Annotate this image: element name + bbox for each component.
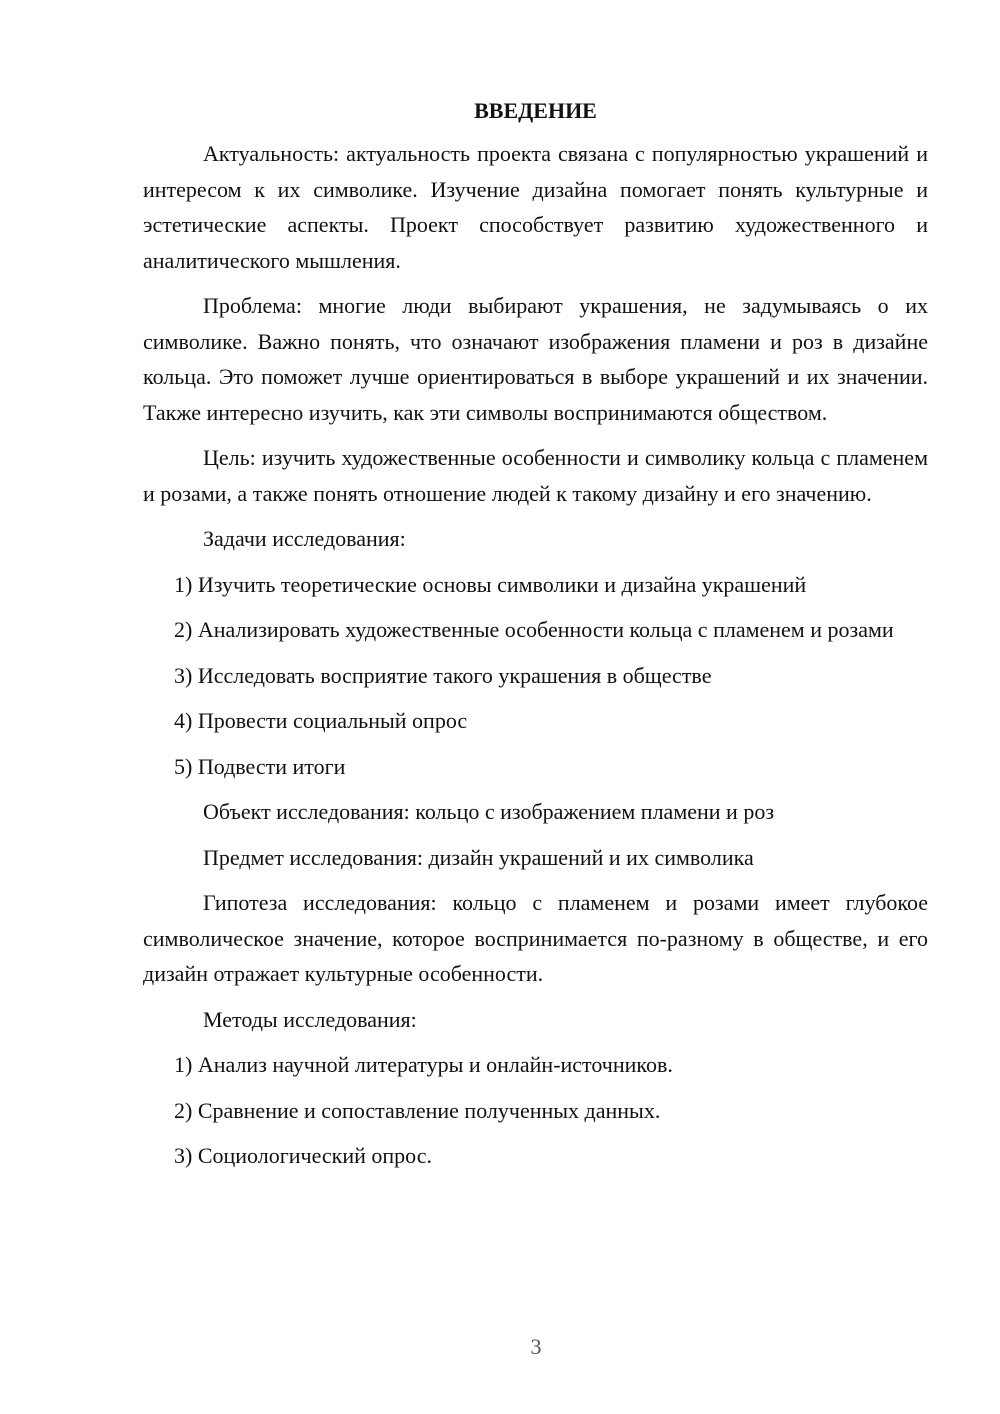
task-item: 3) Исследовать восприятие такого украшения в обществе [174,662,712,688]
object-paragraph: Объект исследования: кольцо с изображением пламени и роз [203,799,775,824]
document-page [143,94,928,1184]
task-item: 2) Анализировать художественные особенности кольца с пламенем и розами [174,617,894,642]
method-item: 1) Анализ научной литературы и онлайн-источников. [174,1052,673,1077]
task-item: 5) Подвести итоги [174,753,346,779]
methods-label: Методы исследования: [203,1006,417,1032]
hypothesis-paragraph: Гипотеза исследования: кольцо с пламенем и розами имеет глубокое символическое значение, которое воспринимается по-разному в обществе, и его дизайн отражает культурные особенности. [143,890,928,986]
task-item: 1) Изучить теоретические основы символики и дизайна украшений [174,571,807,597]
page-number: 3 [530,1334,542,1359]
task-item: 4) Провести социальный опрос [174,708,468,733]
method-item: 3) Социологический опрос. [174,1143,432,1168]
relevance-paragraph: Актуальность: актуальность проекта связана с популярностью украшений и интересом к их символике. Изучение дизайна помогает понять культурные и эстетические аспекты. Проект способствует развитию художественного и аналитического мышления. [143,141,928,273]
method-item: 2) Сравнение и сопоставление полученных данных. [174,1097,661,1123]
section-title: ВВЕДЕНИЕ [474,98,597,123]
tasks-label: Задачи исследования: [203,526,406,551]
subject-paragraph: Предмет исследования: дизайн украшений и их символика [203,844,754,870]
problem-paragraph: Проблема: многие люди выбирают украшения, не задумываясь о их символике. Важно понять, что означают изображения пламени и роз в дизайне кольца. Это поможет лучше ориентироваться в выборе украшений и их значении. Также интересно изучить, как эти символы воспринимаются обществом. [143,293,928,425]
goal-paragraph: Цель: изучить художественные особенности и символику кольца с пламенем и розами, а также понять отношение людей к такому дизайну и его значению. [143,445,928,506]
